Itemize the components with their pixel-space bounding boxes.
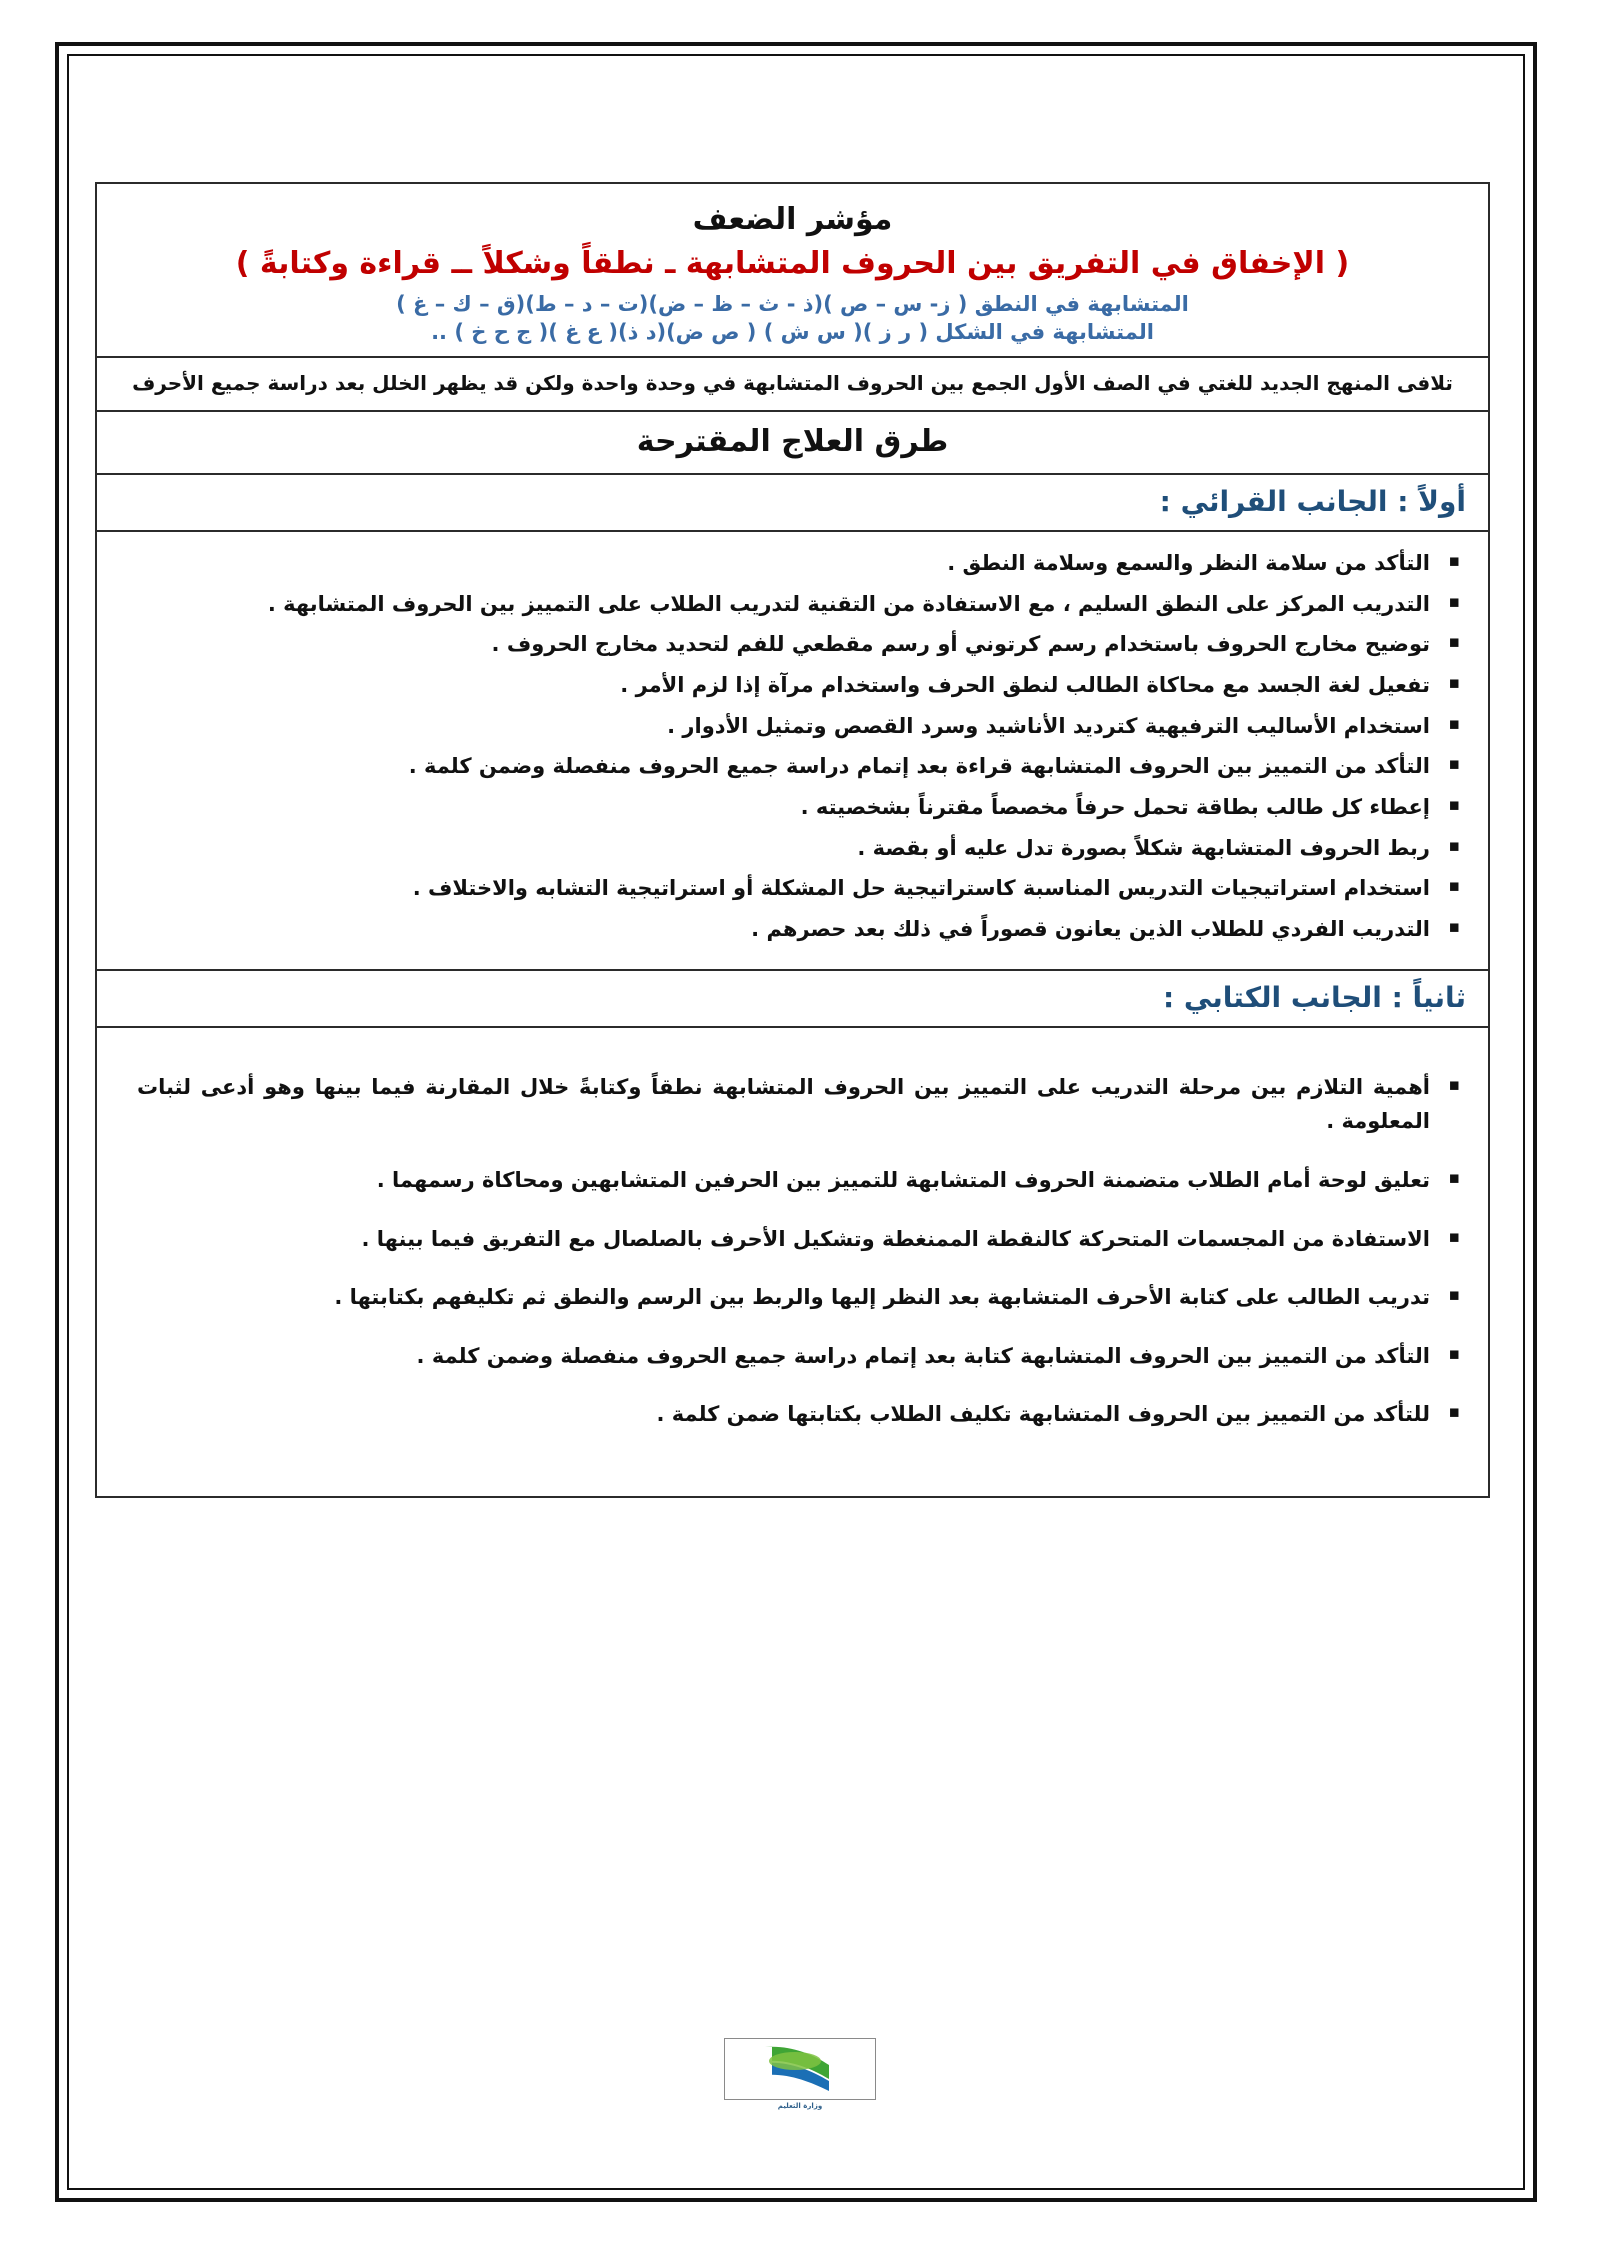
list-item: ▪ استخدام الأساليب الترفيهية كترديد الأناشيد وسرد القصص وتمثيل الأدوار . xyxy=(123,709,1434,744)
reading-list xyxy=(123,546,1462,946)
list-item: ▪ إعطاء كل طالب بطاقة تحمل حرفاً مخصصاً مقترناً بشخصيته . xyxy=(123,790,1434,825)
list-item: ▪ التدريب الفردي للطلاب الذين يعانون قصوراً في ذلك بعد حصرهم . xyxy=(123,912,1434,947)
logo-caption: وزارة التعليم xyxy=(777,2102,823,2110)
ministry-logo-icon xyxy=(724,2038,876,2100)
list-item: ▪ ربط الحروف المتشابهة شكلاً بصورة تدل عليه أو بقصة . xyxy=(123,831,1434,866)
page-title: مؤشر الضعف xyxy=(692,202,893,237)
section-heading-reading: أولاً : الجانب القرائي : xyxy=(97,475,1488,532)
list-item: ▪ توضيح مخارج الحروف باستخدام رسم كرتوني أو رسم مقطعي للفم لتحديد مخارج الحروف . xyxy=(123,627,1434,662)
list-item: ▪ أهمية التلازم بين مرحلة التدريب على التمييز بين الحروف المتشابهة نطقاً وكتابةً خلال المقارنة فيما بينها وهو أدعى لثبات المعلومة . xyxy=(123,1070,1434,1139)
indicator-table xyxy=(95,182,1490,1498)
similar-pronunciation-line: المتشابهة في النطق ( ز- س – ص )(ذ - ث – ظ – ض)(ت – د – ط)(ق – ك – غ ) xyxy=(396,291,1189,316)
list-item: ▪ تدريب الطالب على كتابة الأحرف المتشابهة بعد النظر إليها والربط بين الرسم والنطق ثم تكليفهم بكتابتها . xyxy=(123,1280,1434,1315)
writing-items-container xyxy=(97,1028,1488,1496)
section-heading-writing: ثانياً : الجانب الكتابي : xyxy=(97,971,1488,1028)
list-item: ▪ للتأكد من التمييز بين الحروف المتشابهة تكليف الطلاب بكتابتها ضمن كلمة . xyxy=(123,1397,1434,1432)
list-item: ▪ التأكد من التمييز بين الحروف المتشابهة قراءة بعد إتمام دراسة جميع الحروف منفصلة وضمن كلمة . xyxy=(123,749,1434,784)
footer-logo xyxy=(724,2038,876,2110)
list-item: ▪ التأكد من التمييز بين الحروف المتشابهة كتابة بعد إتمام دراسة جميع الحروف منفصلة وضمن كلمة . xyxy=(123,1339,1434,1374)
weakness-statement: ( الإخفاق في التفريق بين الحروف المتشابهة ـ نطقاً وشكلاً ــ قراءة وكتابةً ) xyxy=(235,246,1350,281)
curriculum-note: تلافى المنهج الجديد للغتي في الصف الأول الجمع بين الحروف المتشابهة في وحدة واحدة ولكن قد يظهر الخلل بعد دراسة جميع الأحرف xyxy=(97,358,1488,412)
reading-items-container xyxy=(97,532,1488,970)
list-item: ▪ التدريب المركز على النطق السليم ، مع الاستفادة من التقنية لتدريب الطلاب على التمييز بين الحروف المتشابهة . xyxy=(123,587,1434,622)
logo-graphic-icon xyxy=(725,2039,875,2099)
writing-list xyxy=(123,1070,1462,1432)
list-item: ▪ التأكد من سلامة النظر والسمع وسلامة النطق . xyxy=(123,546,1434,581)
list-item: ▪ تعليق لوحة أمام الطلاب متضمنة الحروف المتشابهة للتمييز بين الحرفين المتشابهين ومحاكاة رسمهما . xyxy=(123,1163,1434,1198)
header-block xyxy=(97,184,1488,358)
list-item: ▪ استخدام استراتيجيات التدريس المناسبة كاستراتيجية حل المشكلة أو استراتيجية التشابه والاختلاف . xyxy=(123,871,1434,906)
similar-shape-line: المتشابهة في الشكل ( ر ز )( س ش ) ( ص ض)(د ذ)( ع غ )( ج ح خ ) .. xyxy=(431,319,1154,344)
list-item: ▪ الاستفادة من المجسمات المتحركة كالنقطة الممنغطة وتشكيل الأحرف بالصلصال مع التفريق فيما بينها . xyxy=(123,1222,1434,1257)
list-item: ▪ تفعيل لغة الجسد مع محاكاة الطالب لنطق الحرف واستخدام مرآة إذا لزم الأمر . xyxy=(123,668,1434,703)
treatment-methods-title: طرق العلاج المقترحة xyxy=(97,412,1488,475)
